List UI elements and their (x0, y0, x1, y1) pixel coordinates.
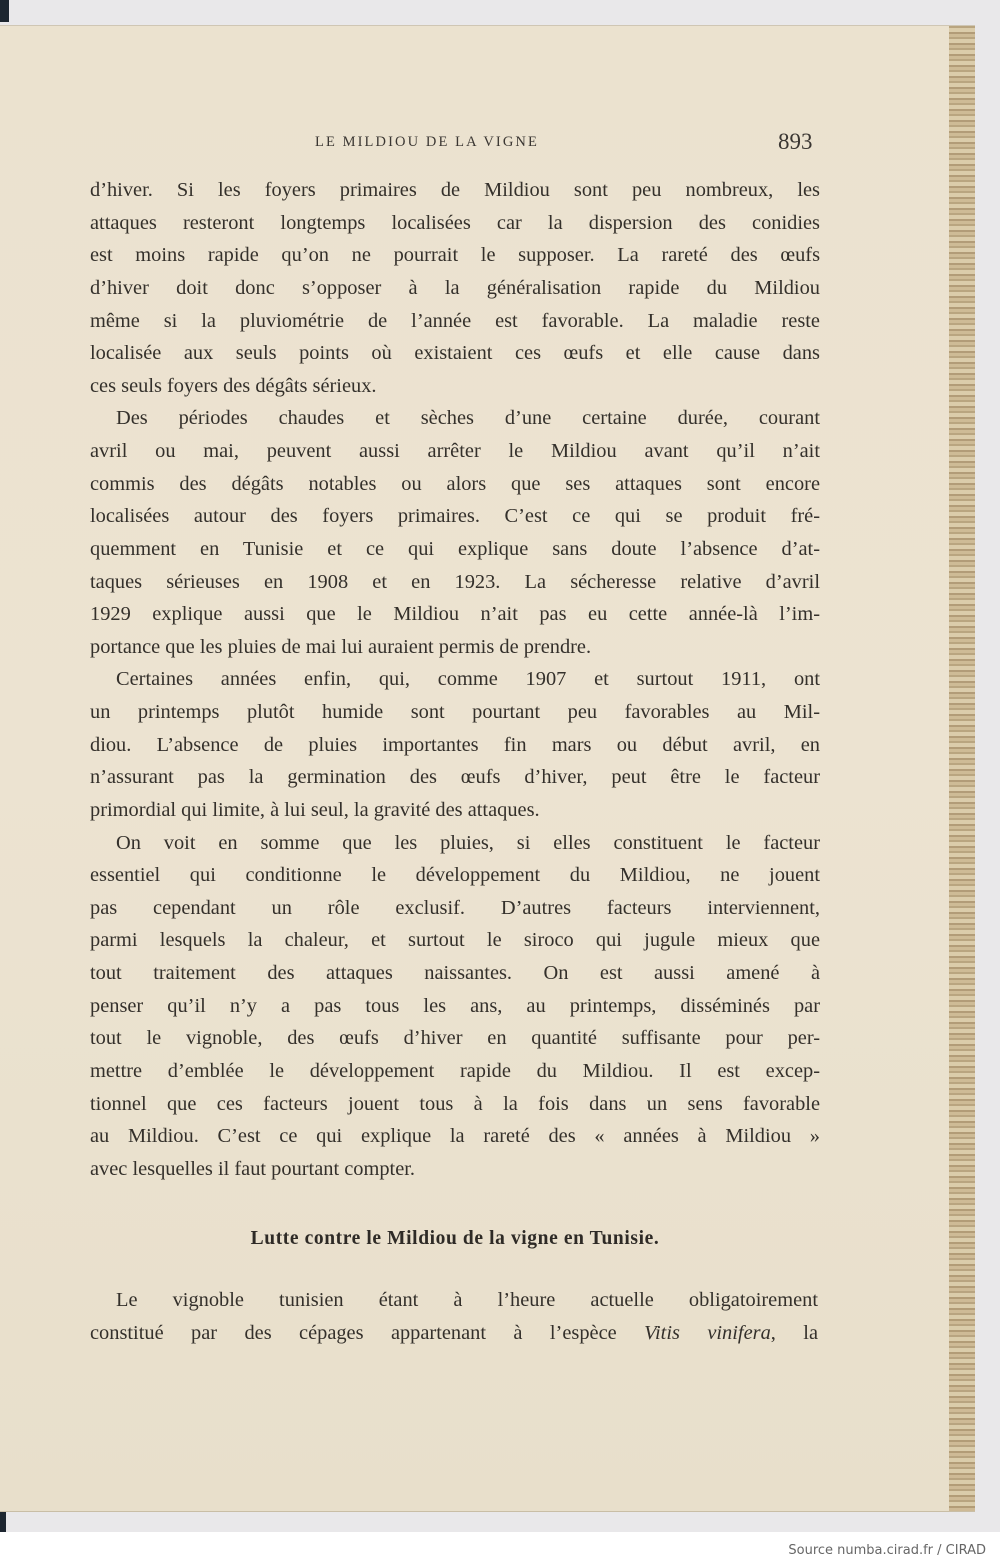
species-name: Vitis vinifera (644, 1321, 771, 1344)
text-line: commis des dégâts notables ou alors que ses attaques sont encore (90, 472, 820, 495)
page-edge (949, 26, 975, 1511)
text-line: ces seuls foyers des dégâts sérieux. (90, 374, 377, 397)
text-line: On voit en somme que les pluies, si elles constituent le facteur (116, 831, 820, 854)
text-line: tionnel que ces facteurs jouent tous à la fois dans un sens favorable (90, 1092, 820, 1115)
text-line: diou. L’absence de pluies importantes fin mars ou début avril, en (90, 733, 820, 756)
text-line: au Mildiou. C’est ce qui explique la rareté des « années à Mildiou » (90, 1125, 820, 1148)
section-paragraph (90, 1284, 818, 1349)
text-line: penser qu’il n’y a pas tous les ans, au printemps, disséminés par (90, 994, 820, 1017)
text-line: localisées autour des foyers primaires. C’est ce qui se produit fré- (90, 505, 820, 528)
running-title: LE MILDIOU DE LA VIGNE (315, 134, 539, 150)
text-span: , la (770, 1321, 818, 1344)
text-line: localisée aux seuls points où existaient ces œufs et elle cause dans (90, 342, 820, 365)
text-line: tout traitement des attaques naissantes. On est aussi amené à (90, 962, 820, 984)
text-line: mettre d’emblée le développement rapide du Mildiou. Il est excep- (90, 1059, 820, 1082)
text-line: Le vignoble tunisien étant à l’heure actuelle obligatoirement (116, 1289, 818, 1311)
text-line: attaques resteront longtemps localisées car la dispersion des conidies (90, 211, 820, 234)
text-line: tout le vignoble, des œufs d’hiver en quantité suffisante pour per- (90, 1027, 820, 1050)
text-line: Des périodes chaudes et sèches d’une certaine durée, courant (116, 407, 820, 430)
text-line: 1929 explique aussi que le Mildiou n’ait pas eu cette année-là l’im- (90, 603, 820, 626)
text-line: pas cependant un rôle exclusif. D’autres facteurs interviennent, (90, 896, 820, 919)
text-line: un printemps plutôt humide sont pourtant peu favorables au Mil- (90, 701, 820, 723)
text-line: avec lesquelles il faut pourtant compter. (90, 1157, 416, 1180)
text-line (90, 1317, 818, 1350)
text-line: quemment en Tunisie et ce qui explique sans doute l’absence d’at- (90, 537, 820, 560)
text-line: portance que les pluies de mai lui auraient permis de prendre. (90, 635, 592, 658)
text-span: constitué par des cépages appartenant à l’espèce (90, 1321, 645, 1344)
text-line: même si la pluviométrie de l’année est favorable. La maladie reste (90, 309, 820, 332)
text-line: d’hiver doit donc s’opposer à la généralisation rapide du Mildiou (90, 276, 820, 299)
text-line: essentiel qui conditionne le développement du Mildiou, ne jouent (90, 864, 820, 887)
text-line: n’assurant pas la germination des œufs d’hiver, peut être le facteur (90, 766, 820, 789)
binding-edge (0, 0, 9, 22)
body-text (90, 174, 820, 1185)
text-line: avril ou mai, peuvent aussi arrêter le Mildiou avant qu’il n’ait (90, 440, 820, 462)
text-line: taques sérieuses en 1908 et en 1923. La sécheresse relative d’avril (90, 570, 820, 593)
source-credit: Source numba.cirad.fr / CIRAD (788, 1543, 986, 1558)
page-number: 893 (778, 129, 813, 154)
text-line: primordial qui limite, à lui seul, la gravité des attaques. (90, 798, 540, 821)
text-line: est moins rapide qu’on ne pourrait le supposer. La rareté des œufs (90, 244, 820, 267)
text-line: Certaines années enfin, qui, comme 1907 et surtout 1911, ont (116, 668, 820, 691)
text-line: d’hiver. Si les foyers primaires de Mildiou sont peu nombreux, les (90, 179, 820, 201)
text-line: parmi lesquels la chaleur, et surtout le siroco qui jugule mieux que (90, 929, 820, 952)
section-heading: Lutte contre le Mildiou de la vigne en Tunisie. (250, 1228, 660, 1249)
